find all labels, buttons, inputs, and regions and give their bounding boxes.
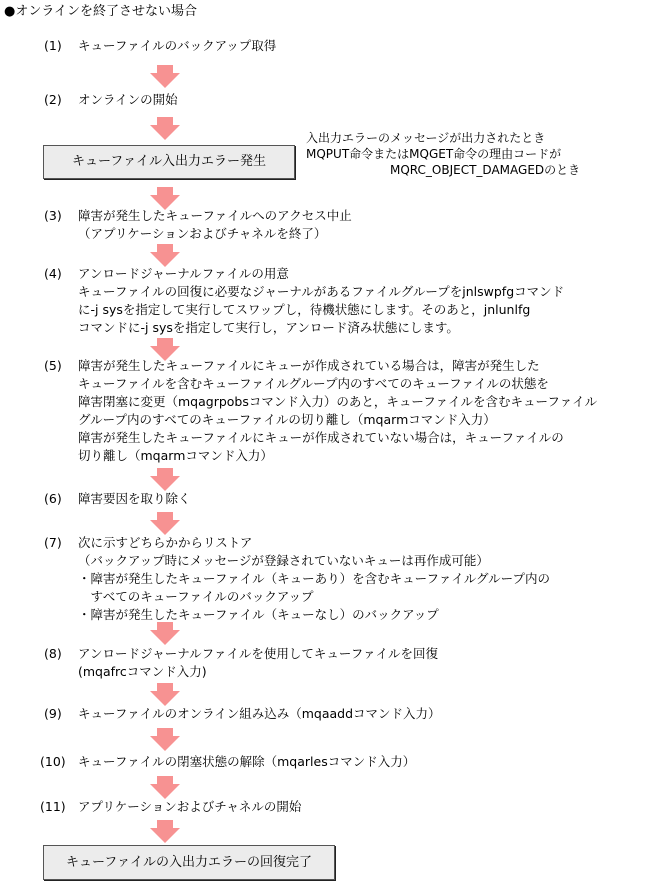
step-number: (3) (44, 208, 62, 223)
down-arrow-icon (150, 776, 180, 800)
step-number: (5) (44, 358, 62, 373)
down-arrow-icon (150, 468, 180, 492)
step-number: (7) (44, 535, 62, 550)
step-line: コマンドに-j sysを指定して実行し，アンロード済み状態にします。 (78, 320, 459, 335)
step-text (78, 207, 352, 243)
step-text: キューファイルの閉塞状態の解除（mqarlesコマンド入力） (78, 754, 416, 769)
step-text: オンラインの開始 (78, 92, 178, 107)
step-line: すべてのキューファイルのバックアップ (78, 589, 314, 604)
note-line: 入出力エラーのメッセージが出力されたとき (306, 131, 546, 145)
step-line: アンロードジャーナルファイルの用意 (78, 266, 289, 281)
step-line: （バックアップ時にメッセージが登録されていないキューは再作成可能） (78, 553, 489, 568)
step-line: 障害が発生したキューファイルにキューが作成されていない場合は，キューファイルの (78, 430, 564, 445)
step-text: アプリケーションおよびチャネルの開始 (78, 799, 302, 814)
recovery-complete-label: キューファイルの入出力エラーの回復完了 (65, 854, 313, 870)
error-event-label: キューファイル入出力エラー発生 (71, 154, 267, 169)
step-line: (mqafrcコマンド入力) (78, 664, 207, 679)
step-line: キューファイルを含むキューファイルグループ内のすべてのキューファイルの状態を (78, 376, 549, 391)
step-line: 次に示すどちらかからリストア (78, 535, 253, 550)
step-number: (9) (44, 706, 62, 721)
step-text (78, 265, 564, 337)
step-text (78, 645, 438, 681)
down-arrow-icon (150, 622, 180, 646)
step-line: ・障害が発生したキューファイル（キューあり）を含むキューファイルグループ内の (78, 571, 551, 586)
down-arrow-icon (150, 820, 180, 844)
step-text (78, 534, 550, 624)
step-number: (11) (40, 799, 66, 814)
down-arrow-icon (150, 512, 180, 536)
down-arrow-icon (150, 683, 180, 707)
step-text: キューファイルのオンライン組み込み（mqaaddコマンド入力） (78, 706, 441, 721)
step-line: に-j sysを指定して実行してスワップし，待機状態にします。そのあと，jnlunlfg (78, 302, 531, 317)
step-line: ・障害が発生したキューファイル（キューなし）のバックアップ (78, 607, 439, 622)
step-number: (1) (44, 38, 62, 53)
note-line: MQRC_OBJECT_DAMAGEDのとき (390, 163, 581, 177)
step-line: グループ内のすべてのキューファイルの切り離し（mqarmコマンド入力） (78, 412, 496, 427)
recovery-complete-box (43, 845, 335, 880)
step-line: キューファイルの回復に必要なジャーナルがあるファイルグループをjnlswpfgコマンド (78, 284, 565, 299)
step-text (78, 357, 597, 465)
step-text: キューファイルのバックアップ取得 (78, 38, 277, 53)
step-number: (8) (44, 646, 62, 661)
step-number: (10) (40, 754, 66, 769)
step-line: アンロードジャーナルファイルを使用してキューファイルを回復 (78, 646, 439, 661)
note-line: MQPUT命令またはMQGET命令の理由コードが (306, 147, 562, 161)
step-line: 障害閉塞に変更（mqagrpobsコマンド入力）のあと，キューファイルを含むキューファイル (78, 394, 598, 409)
step-line: 切り離し（mqarmコマンド入力） (78, 448, 273, 463)
step-number: (6) (44, 491, 62, 506)
step-line: 障害が発生したキューファイルへのアクセス中止 (78, 208, 352, 223)
step-line: （アプリケーションおよびチャネルを終了） (78, 226, 327, 241)
error-event-box (43, 145, 295, 179)
step-number: (4) (44, 266, 62, 281)
down-arrow-icon (150, 117, 180, 141)
step-number: (2) (44, 92, 62, 107)
down-arrow-icon (150, 65, 180, 89)
down-arrow-icon (150, 728, 180, 752)
error-condition-note (306, 130, 580, 178)
step-line: 障害が発生したキューファイルにキューが作成されている場合は，障害が発生した (78, 358, 540, 373)
step-text: 障害要因を取り除く (78, 491, 191, 506)
page-title: ●オンラインを終了させない場合 (4, 4, 197, 19)
